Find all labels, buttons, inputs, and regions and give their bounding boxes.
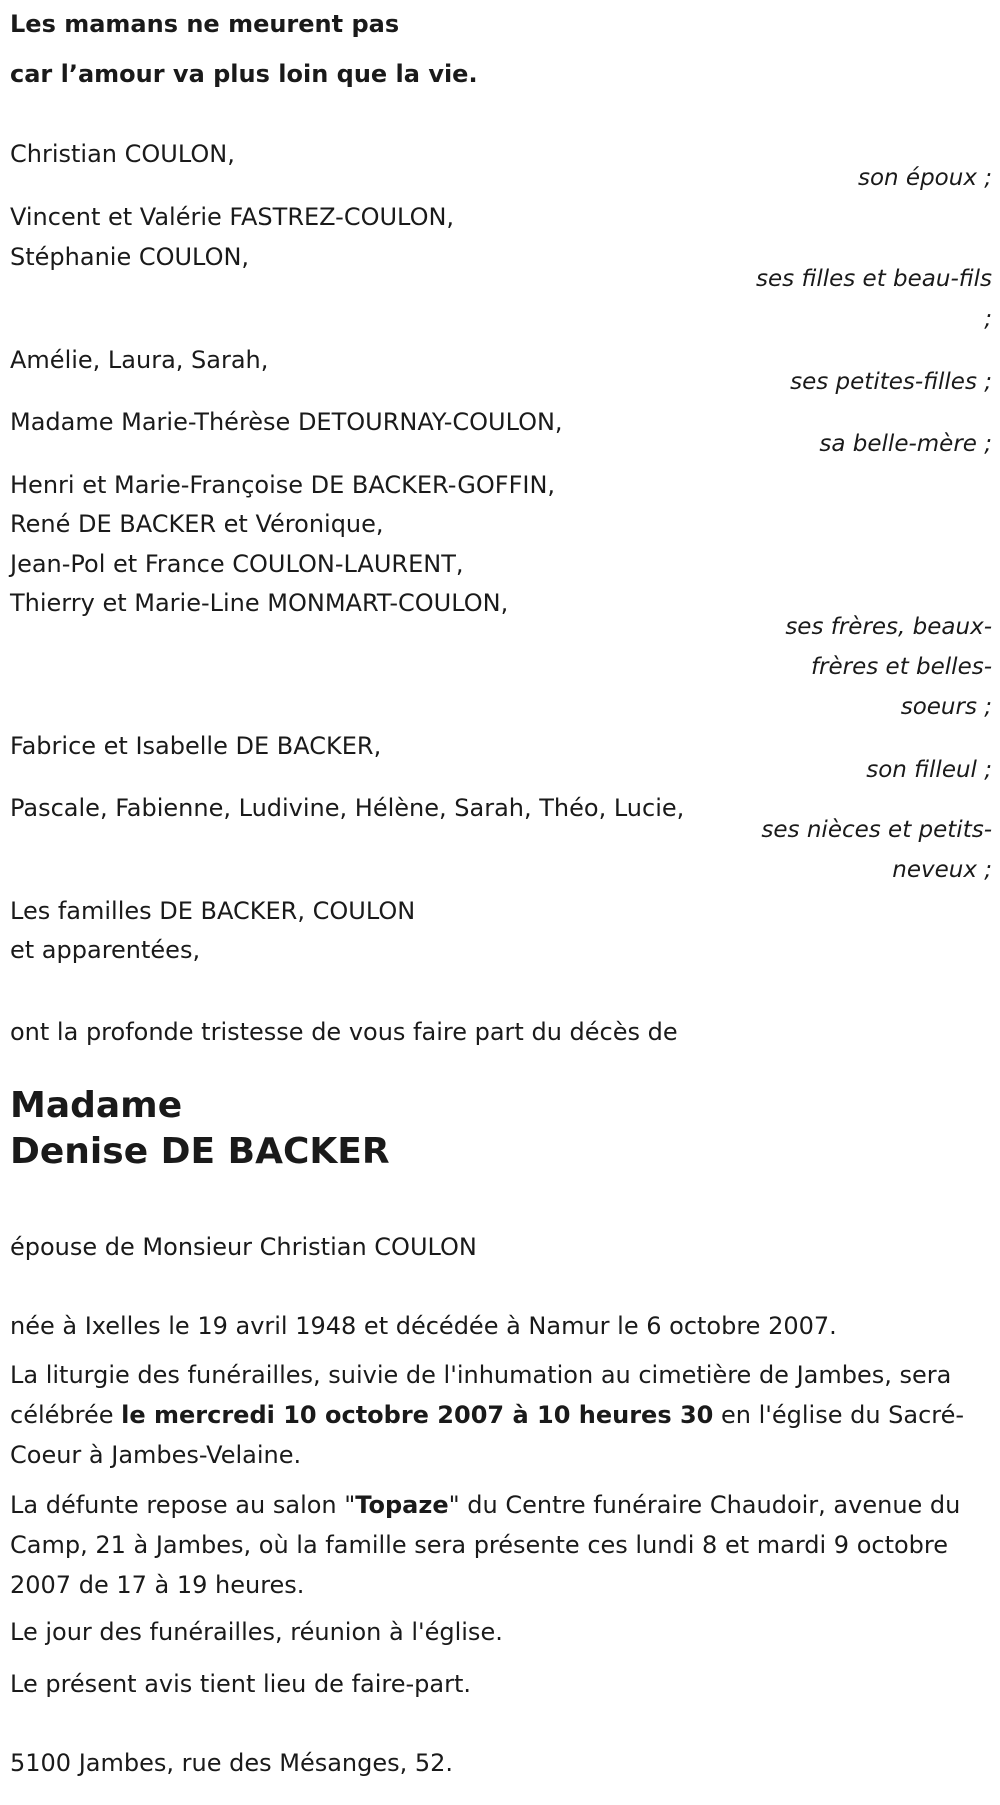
nieces-name: Pascale, Fabienne, Ludivine, Hélène, Sarah, Théo, Lucie, bbox=[10, 794, 685, 822]
liturgy-paragraph bbox=[10, 1355, 992, 1475]
families-line-1: Les familles DE BACKER, COULON bbox=[10, 897, 416, 925]
nieces-relation: ses nièces et petits-neveux ; bbox=[761, 817, 992, 883]
sibling-name-4: Thierry et Marie-Line MONMART-COULON, bbox=[10, 589, 509, 617]
liturgy-text-before: La liturgie des funérailles, suivie de l'inhumation au cimetière de Jambes, sera célébrée bbox=[10, 1361, 952, 1429]
liturgy-text-after: en l'église du Sacré-Coeur à Jambes-Velaine. bbox=[10, 1401, 965, 1469]
birth-death: née à Ixelles le 19 avril 1948 et décédée à Namur le 6 octobre 2007. bbox=[10, 1312, 837, 1340]
husband-relation: son époux ; bbox=[857, 165, 992, 191]
sibling-name-3: Jean-Pol et France COULON-LAURENT, bbox=[10, 550, 464, 578]
granddaughters-name: Amélie, Laura, Sarah, bbox=[10, 346, 269, 374]
meeting-line: Le jour des funérailles, réunion à l'église. bbox=[10, 1618, 503, 1646]
sibling-name-2: René DE BACKER et Véronique, bbox=[10, 510, 384, 538]
repose-salon: Topaze bbox=[355, 1491, 449, 1519]
daughter-name-1: Vincent et Valérie FASTREZ-COULON, bbox=[10, 203, 455, 231]
sibling-name-1: Henri et Marie-Françoise DE BACKER-GOFFIN, bbox=[10, 471, 556, 499]
husband-name: Christian COULON, bbox=[10, 140, 235, 168]
siblings-relation: ses frères, beaux-frères et belles-soeurs ; bbox=[785, 614, 992, 720]
liturgy-date: le mercredi 10 octobre 2007 à 10 heures 30 bbox=[121, 1401, 714, 1429]
mother-in-law-name: Madame Marie-Thérèse DETOURNAY-COULON, bbox=[10, 408, 563, 436]
families-line-2: et apparentées, bbox=[10, 936, 201, 964]
deceased-title: Madame bbox=[10, 1085, 183, 1126]
notice-line: Le présent avis tient lieu de faire-part. bbox=[10, 1670, 472, 1698]
godson-name: Fabrice et Isabelle DE BACKER, bbox=[10, 732, 382, 760]
epigraph-line-1: Les mamans ne meurent pas bbox=[10, 10, 400, 38]
mother-in-law-relation: sa belle-mère ; bbox=[819, 431, 992, 457]
repose-text-before: La défunte repose au salon " bbox=[10, 1491, 356, 1519]
repose-paragraph bbox=[10, 1485, 992, 1605]
granddaughters-relation: ses petites-filles ; bbox=[790, 369, 992, 395]
daughters-relation: ses filles et beau-fils ; bbox=[756, 266, 992, 332]
godson-relation: son filleul ; bbox=[866, 757, 992, 783]
announcement: ont la profonde tristesse de vous faire part du décès de bbox=[10, 1018, 678, 1046]
repose-text-after: " du Centre funéraire Chaudoir, avenue du Camp, 21 à Jambes, où la famille sera présente ces lundi 8 et mardi 9 octobre 2007 de 17 à 19 heures. bbox=[10, 1491, 961, 1599]
address-line: 5100 Jambes, rue des Mésanges, 52. bbox=[10, 1749, 454, 1777]
daughter-name-2: Stéphanie COULON, bbox=[10, 243, 250, 271]
epigraph-line-2: car l’amour va plus loin que la vie. bbox=[10, 60, 478, 88]
deceased-name: Denise DE BACKER bbox=[10, 1131, 390, 1172]
spouse-line: épouse de Monsieur Christian COULON bbox=[10, 1233, 477, 1261]
